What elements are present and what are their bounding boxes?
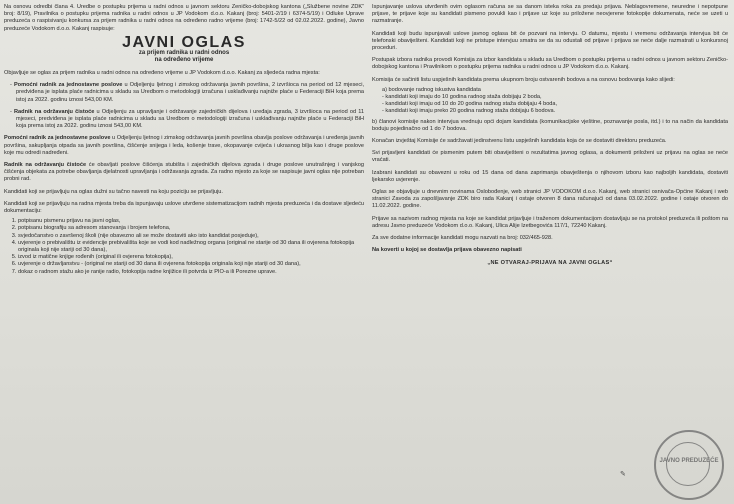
- ad-subtitle: [4, 50, 364, 64]
- intro-paragraph: Na osnovu odredbi člana 4. Uredbe o postupku prijema u radni odnos u javnom sektoru Zeničko-dobojskog kantona („Službene novine ZDK“ broj: 8/19), Pravilnika o postupku prijema radnika u radni odnos u JP Vodokom d.o.o. Kakanj (broj: 5401-2/19 i 6374-5/19) i Odluke Uprave preduzeća o raspisivanju konkursa za prijem radnika u radni odnos na određeno radno vrijeme (broj: 1742-5/22 od 02.02.2022. godine), Javno preduzeće Vodokom d.o.o. Kakanj raspisuje:: [4, 4, 364, 32]
- position-1-text: u Odjeljenju ljetnog i zimskog održavanja javnih površina, 2 izvršioca na period od 12 mjeseci, predviđena je isplata plaće radnicima u skladu sa Uredbom o metodologiji izračuna i usklađivanju najniže plaće u Federaciji BiH koja prema istoj za 2022. godinu iznosi 543,00 KM.: [16, 82, 365, 103]
- documents-intro: Kandidati koji se prijavljuju na radna mjesta treba da ispunjavaju uslove utvrđene sistematizacijom radnih mjesta preduzeća i da dostave sljedeću dokumentaciju:: [4, 200, 364, 215]
- scoring-a-item: - kandidati koji imaju od 10 do 20 godina radnog staža dobijaju 4 boda,: [382, 101, 558, 108]
- notification-paragraph: Svi prijavljeni kandidati će pismenim putem biti obaviješteni o rezultatima javnog oglasa, a dokumenti priloženi uz prijavu na oglas se neće vraćati.: [372, 150, 728, 164]
- description-1-text: u Odjeljenju ljetnog i zimskog održavanja javnih površina obavlja poslove održavanja i uređenja javnih površina, sakupljanja otpada sa javnih površina, čišćenje snijega i leda, košenje trave, okopavanje cvijeća i ukrasnog bilja kao i druge poslove koje mu odredi nadređeni.: [4, 135, 364, 156]
- scoring-a-item: - kandidati koji imaju do 10 godina radnog staža dobijaju 2 boda,: [382, 94, 542, 101]
- position-2-name: Radnik na održavanju čistoće: [14, 108, 95, 115]
- position-2-text: u Odjeljenju za upravljanje i održavanje zajedničkih dijelova i uređaja zgrada, 3 izvršioca na period od 11 mjeseci, predviđena je isplata plaće radnicima u skladu sa Uredbom o metodologiji izračuna i usklađivanju najniže plaće u Federaciji BiH koja prema istoj za 2022. godinu iznosi 543,00 KM.: [16, 108, 365, 130]
- scoring-a-item: - kandidati koji imaju preko 20 godina radnog staža dobijaju 6 bodova.: [382, 108, 556, 115]
- envelope-slogan: „NE OTVARAJ-PRIJAVA NA JAVNI OGLAS“: [487, 260, 613, 267]
- ad-title: JAVNI OGLAS: [122, 33, 246, 51]
- scoring-a-heading: a) bodovanje radnog iskustva kandidata: [382, 86, 481, 93]
- validity-paragraph: Ispunjavanje uslova utvrđenih ovim oglasom računa se sa danom isteka roka za predaju prijava. Neblagovremene, neuredne i nepotpune prijave, te prijave koje su kandidati pismeno povukli kao i prijave uz koje su priložene neovjerene fotokopije dokumenata, neće se uzeti u razmatranje.: [372, 4, 728, 25]
- description-2: [4, 162, 364, 184]
- description-2-text: će obavljati poslove čišćenja stubišta i zajedničkih dijelova zgrada i druge poslove unutrašnjeg i vanjskog čišćenja objekata za potrebe obavljanja djelatnosti upravljanja i održavanja zgrada. Za radno mjesto za koje se raspisuje javni oglas nije potreban probni rad.: [4, 162, 364, 183]
- left-column: [4, 4, 364, 276]
- submission-paragraph: Prijave sa nazivom radnog mjesta na koje se kandidat prijavljuje i traženom dokumentacijom dostavljaju se na protokol preduzeća ili poštom na adresu Javno preduzeće Vodokom d.o.o. Kakanj, Ulica Alije Izetbegovića 117/1, 72240 Kakanj.: [372, 215, 728, 229]
- final-report-paragraph: Konačan izvještaj Komisije će sadržavati jedinstvenu listu uspješnih kandidata koja će se dostaviti direktoru preduzeća.: [372, 138, 667, 145]
- description-1: [4, 135, 364, 157]
- subtitle-line-2: na određeno vrijeme: [154, 57, 214, 64]
- document-item: 2. potpisanu biografiju sa adresom stanovanja i brojem telefona,: [18, 225, 364, 232]
- contact-paragraph: Za sve dodatne informacije kandidati mogu nazvati na broj: 032/465-928.: [372, 235, 553, 242]
- position-1-name: Pomoćni radnik za jednostavne poslove: [13, 82, 123, 89]
- lead-paragraph: Objavljuje se oglas za prijem radnika u radni odnos na određeno vrijeme u JP Vodokom d.o.o. Kakanj za sljedeća radna mjesta:: [4, 70, 320, 77]
- document-item: 4. uvjerenje o prebivalištu iz evidencije prebivališta koje se vodi kod nadležnog organa (original ne starije od 30 dana ili ovjerena fotokopija originala koji nije stariji od 30 dana),: [18, 240, 364, 254]
- apply-instruction: Kandidati koji se prijavljuju na oglas dužni su tačno navesti na koju poziciju se prijavljuju.: [4, 188, 223, 195]
- description-1-name: Pomoćni radnik za jednostavne poslove: [4, 135, 111, 142]
- documents-list: [4, 218, 364, 276]
- description-2-name: Radnik na održavanju čistoće: [4, 162, 87, 169]
- document-item: 5. izvod iz matične knjige rođenih (original ili ovjerena fotokopija),: [18, 254, 364, 261]
- scoring-b: b) članovi komisije nakon intervjua vrednuju opći dojam kandidata (komunikacijske vještine, poznavanje posla, itd.) i to na način da kandidata boduju pojedinačno od 1 do 7 bodova.: [372, 118, 728, 132]
- document-item: 6. uvjerenje o državljanstvu - (original ne stariji od 30 dana ili ovjerena fotokopija originala koji nije stariji od 30 dana),: [18, 261, 364, 268]
- document-item: 7. dokaz o radnom stažu ako je ranije radio, fotokopija radne knjižice ili potvrda iz PIO-a ili Porezne uprave.: [18, 269, 364, 276]
- interview-paragraph: Kandidati koji budu ispunjavali uslove javnog oglasa bit će pozvani na intervju. O datumu, mjestu i vremenu održavanja intervjua bit će telefonski obaviješteni. Kandidati koji ne pristupe intervjuu smatra se da su odustali od prijave i prijava se neće dalje razmatrati u konkursnoj proceduri.: [372, 30, 728, 52]
- scoring-a-item-text: kandidati koji imaju do 10 godina radnog staža dobijaju 2 boda,: [385, 94, 542, 101]
- document-item: 1. potpisanu pismenu prijavu na javni oglas,: [18, 218, 364, 225]
- stamp-text: JAVNO PREDUZEĆE: [659, 458, 719, 464]
- medical-paragraph: Izabrani kandidati su obavezni u roku od 15 dana od dana zaprimanja obavještenja o njihovom izboru kao najboljih kandidata, dostaviti ljekarsko uvjerenje.: [372, 169, 728, 183]
- publication-paragraph: Oglas se objavljuje u dnevnim novinama Oslobođenje, web stranici JP VODOKOM d.o.o. Kakanj, web stranici osnivača-Općine Kakanj i web stranici Zavoda za zapošljavanje ZDK biro rada Kakanj i ostaje otvoren 8 dana računajući od dana 03.02.2022. godine i ostaje otvoren do 11.02.2022. godine.: [372, 189, 728, 210]
- position-2: - Radnik na održavanju čistoće u Odjeljenju za upravljanje i održavanje zajedničkih dijelova i uređaja zgrada, 3 izvršioca na period od 11 mjeseci, predviđena je isplata plaće radnicima u skladu sa Uredbom o metodologiji izračuna i usklađivanju najniže plaće u Federaciji BiH koja prema istoj za 2022. godinu iznosi 543,00 KM.: [10, 108, 365, 130]
- selection-paragraph: Postupak izbora radnika provodi Komisija za izbor kandidata u skladu sa Uredbom o postupku prijema u radni odnos u javnom sektoru Zeničko-dobojskog kantona i Pravilnikom o postupku prijema radnika u radni odnos u JP Vodokom d.o.o. Kakanj.: [372, 57, 728, 71]
- document-item: 3. svjedočanstvo o završenoj školi (nije obavezno ali se može dostaviti ako isto kandidat posjeduje),: [18, 233, 364, 240]
- scoring-paragraph: Komisija će sačiniti listu uspješnih kandidata prema ukupnom broju ostvarenih bodova a na osnovu bodovanja kako slijedi:: [372, 76, 675, 83]
- subtitle-line-1: za prijem radnika u radni odnos: [138, 50, 230, 57]
- company-stamp: [654, 430, 724, 500]
- signature: ✎: [620, 471, 626, 478]
- scoring-a: [382, 87, 728, 116]
- position-1: - Pomoćni radnik za jednostavne poslove u Odjeljenju ljetnog i zimskog održavanja javnih površina, 2 izvršioca na period od 12 mjeseci, predviđena je isplata plaće radnicima u skladu sa Uredbom o metodologiji izračuna i usklađivanju najniže plaće u Federaciji BiH koja prema istoj za 2022. godinu iznosi 543,00 KM.: [10, 82, 365, 103]
- scoring-a-item-text: kandidati koji imaju od 10 do 20 godina radnog staža dobijaju 4 boda,: [385, 101, 558, 108]
- stamp-inner-ring: [666, 442, 710, 486]
- scoring-a-item-text: kandidati koji imaju preko 20 godina radnog staža dobijaju 6 bodova.: [385, 108, 556, 115]
- envelope-instruction: Na koverti u kojoj se dostavlja prijava obavezno napisati: [372, 247, 522, 254]
- right-column: [372, 4, 728, 268]
